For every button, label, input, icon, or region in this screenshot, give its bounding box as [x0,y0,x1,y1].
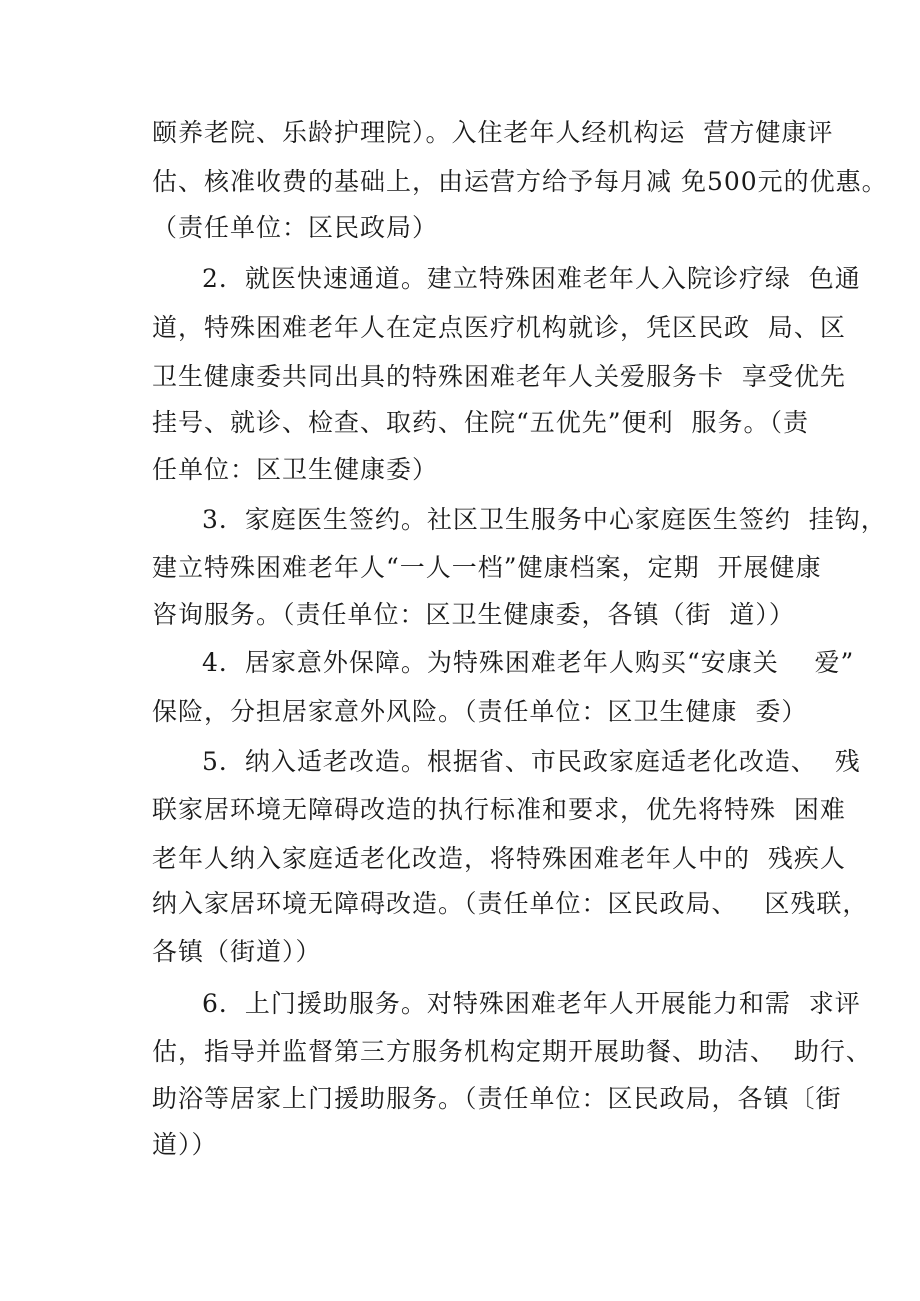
text-line: 纳入家居环境无障碍改造。（责任单位：区民政局、 区残联， [152,889,869,918]
text-line: 6．上门援助服务。对特殊困难老年人开展能力和需 求评 [202,989,861,1018]
text-line: 颐养老院、乐龄护理院）。入住老年人经机构运 营方健康评 [152,118,834,147]
text-line: 老年人纳入家庭适老化改造，将特殊困难老年人中的 残疾人 [152,844,846,873]
text-line: 道）） [152,1130,218,1159]
text-line: 咨询服务。（责任单位：区卫生健康委，各镇（街 道）） [152,600,795,629]
text-line: 建立特殊困难老年人“一人一档”健康档案，定期 开展健康 [152,553,822,582]
text-line: 估，指导并监督第三方服务机构定期开展助餐、助洁、 助行、 [152,1037,872,1066]
text-line: 5．纳入适老改造。根据省、市民政家庭适老化改造、 残 [202,747,861,776]
text-line: 各镇（街道）） [152,937,322,966]
text-line: （责任单位：区民政局） [152,213,439,242]
text-line: 4．居家意外保障。为特殊困难老年人购买“安康关 爱” [202,648,855,677]
text-line: 助浴等居家上门援助服务。（责任单位：区民政局，各镇〔街 [152,1084,842,1113]
text-line: 2．就医快速通道。建立特殊困难老年人入院诊疗绿 色通 [202,264,861,293]
text-line: 联家居环境无障碍改造的执行标准和要求，优先将特殊 困难 [152,795,846,824]
text-line: 保险，分担居家意外风险。（责任单位：区卫生健康 委） [152,697,808,726]
text-line: 估、核准收费的基础上，由运营方给予每月减 免500元的优惠。 [152,167,888,196]
text-line: 卫生健康委共同出具的特殊困难老年人关爱服务卡 享受优先 [152,362,846,391]
text-line: 任单位：区卫生健康委） [152,455,439,484]
text-line: 3．家庭医生签约。社区卫生服务中心家庭医生签约 挂钩， [202,505,887,534]
text-line: 道，特殊困难老年人在定点医疗机构就诊，凭区民政 局、区 [152,313,846,342]
text-line: 挂号、就诊、检查、取药、住院“五优先”便利 服务。（责 [152,408,809,437]
